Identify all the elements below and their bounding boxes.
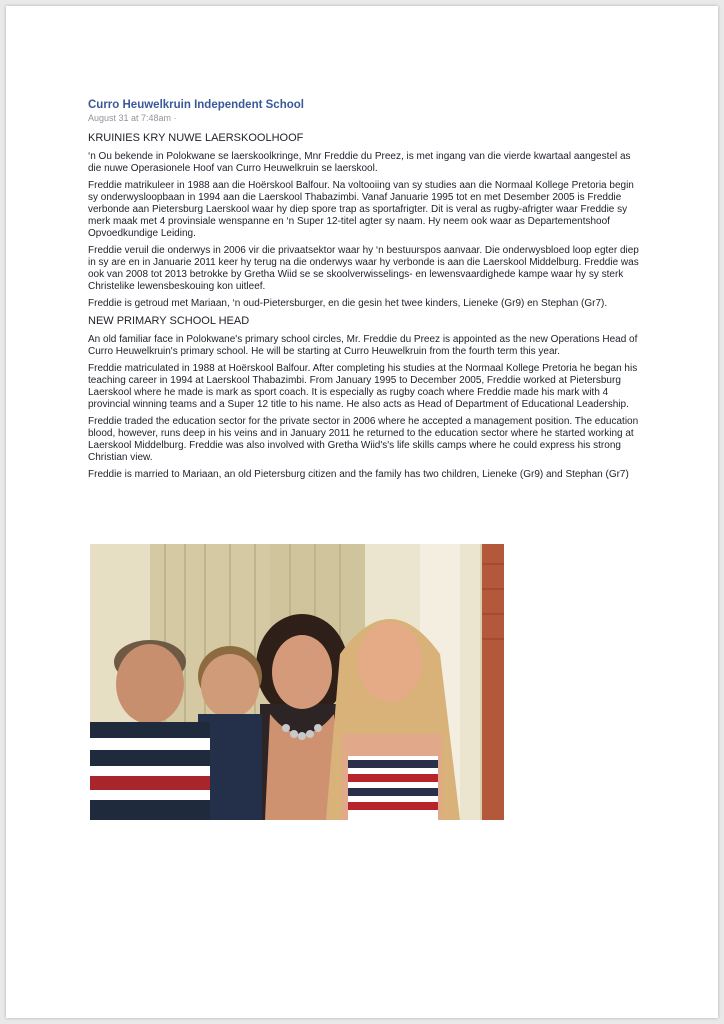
post-author-link[interactable]: Curro Heuwelkruin Independent School [88, 99, 304, 111]
english-paragraph-1: An old familiar face in Polokwane's primary school circles, Mr. Freddie du Preez is appointed as the new Operations Head of Curro Heuwelkruin's primary school. He will be starting at Curro Heuwelkruin from the fourth term this year. [88, 334, 638, 357]
facebook-post [88, 98, 644, 486]
afrikaans-paragraph-3: Freddie veruil die onderwys in 2006 vir die privaatsektor waar hy ‘n bestuurspos aanvaar. Die onderwysbloed loop egter diep in sy are en in Januarie 2011 keer hy terug na die onderwys waar hy verbonde is aan die Laerskool Middelburg. Freddie was ook van 2008 tot 2013 betrokke by Gretha Wiid se se skoolverwisselings- en lewensvaardighede kampe waar hy sy sterk Christelike lewensbeskouing kon uitleef. [88, 245, 639, 292]
afrikaans-heading: KRUINIES KRY NUWE LAERSKOOLHOOF [88, 132, 304, 144]
afrikaans-paragraph-4: Freddie is getroud met Mariaan, ‘n oud-Pietersburger, en die gesin het twee kinders, Lieneke (Gr9) en Stephan (Gr7). [88, 298, 608, 309]
afrikaans-paragraph-2: Freddie matrikuleer in 1988 aan die Hoërskool Balfour. Na voltooiing van sy studies aan die Normaal Kollege Pretoria begin sy onderwysloopbaan in 1994 aan die Laerskool Thabazimbi. Vanaf Januarie 1995 tot en met Desember 2005 is Freddie verbonde aan Pietersburg Laerskool waar hy diep spore trap as sportafrigter. Dit is veral as rugby-afrigter waar Freddie sy merk maak met 4 provinsiale wenspanne en ‘n Super 12-titel agter sy naam. Hy neem ook waar as Departementshoof Opvoedkundige Leiding. [88, 180, 634, 239]
family-photo[interactable] [90, 544, 504, 820]
english-paragraph-4: Freddie is married to Mariaan, an old Pietersburg citizen and the family has two children, Lieneke (Gr9) and Stephan (Gr7) [88, 469, 629, 480]
post-timestamp[interactable]: August 31 at 7:48am · [88, 113, 177, 123]
document-page [6, 6, 718, 1018]
english-paragraph-3: Freddie traded the education sector for the private sector in 2006 where he accepted a management position. The education blood, however, runs deep in his veins and in January 2011 he returned to the education sector where he started working at Laerskool Middelburg. Freddie was also involved with Gretha Wiid's's life skills camps where he could express his strong Christian view. [88, 416, 639, 463]
english-heading: NEW PRIMARY SCHOOL HEAD [88, 315, 250, 327]
afrikaans-paragraph-1: ‘n Ou bekende in Polokwane se laerskoolkringe, Mnr Freddie du Preez, is met ingang van die vierde kwartaal aangestel as die nuwe Operasionele Hoof van Curro Heuwelkruin se laerskool. [88, 151, 631, 174]
english-paragraph-2: Freddie matriculated in 1988 at Hoërskool Balfour. After completing his studies at the Normaal Kollege Pretoria he began his teaching career in 1994 at Laerskool Thabazimbi. From January 1995 to December 2005, Freddie worked at Pietersburg Laerskool where he made is mark as sport coach. It is especially as rugby coach where Freddie made his mark with 4 provincial winning teams and a Super 12 title to his name. He also acts as Head of Department of Educational Leadership. [88, 363, 638, 410]
